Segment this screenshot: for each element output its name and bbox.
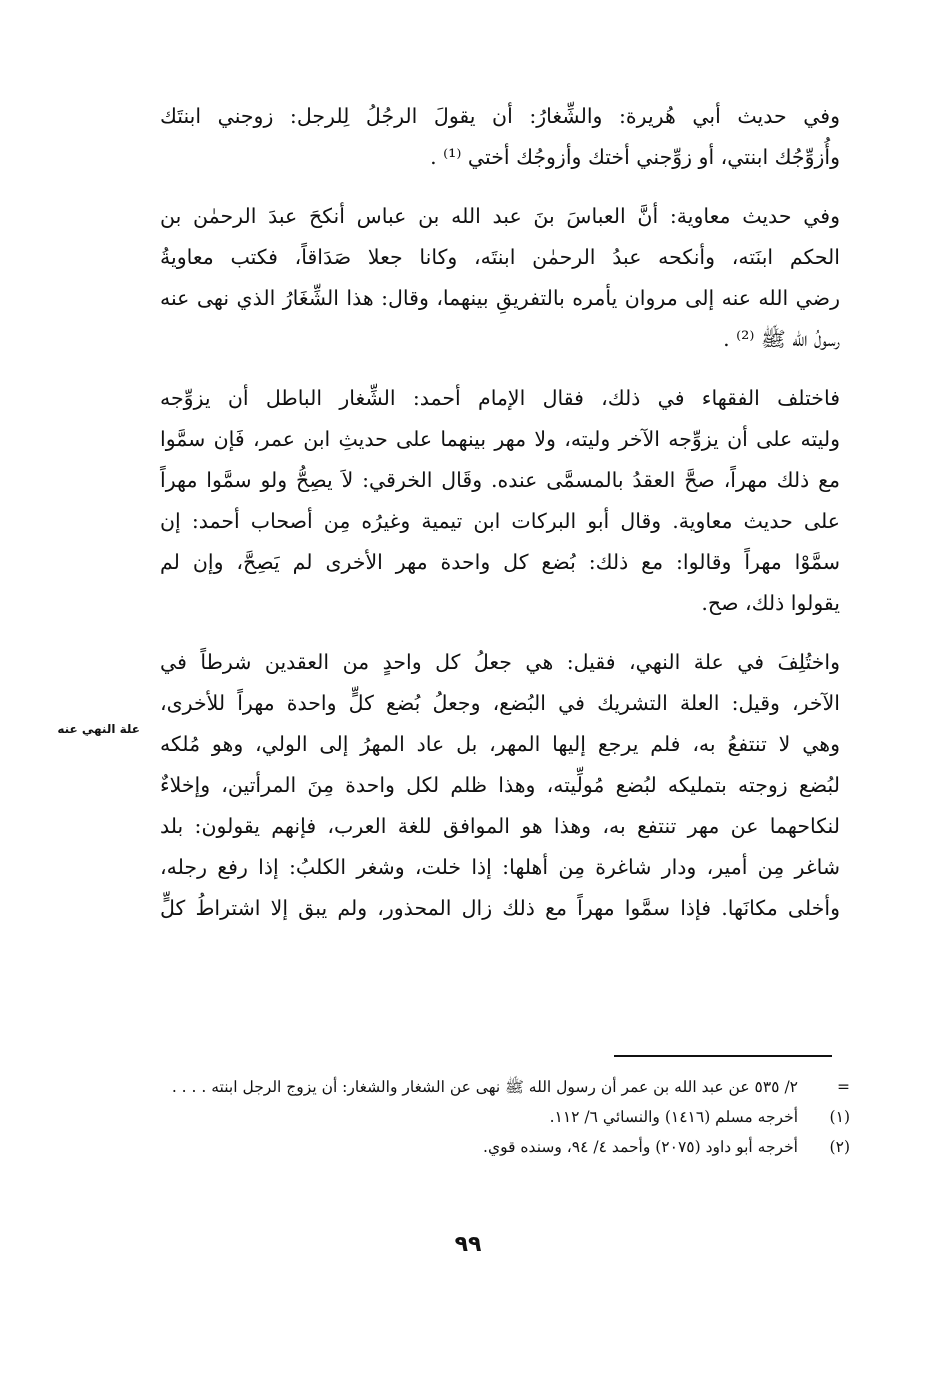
text-line: لبُضع زوجته بتمليكه لبُضع مُولِّيته، وهذا ظلم لكل واحدة مِنَ المرأتين، وإخلاءٌ (160, 773, 840, 797)
text-line: رضي الله عنه إلى مروان يأمره بالتفريقِ بينهما، وقال: هذا الشِّغَارُ الذي نهى عنه (160, 286, 840, 310)
margin-note: علة النهي عنه (57, 722, 140, 736)
text-line: وفي حديث أبي هُريرة: والشِّغارُ: أن يقولَ الرجُلُ لِلرجل: زوجني ابنتَك (160, 104, 840, 128)
text-line: وهي لا تنتفعُ به، فلم يرجع إليها المهر، بل عاد المهرُ إلى الولي، وهو مُلكه (160, 732, 840, 756)
paragraph (160, 642, 840, 929)
text-line: رسولُ الله ﷺ ⁽²⁾ . (723, 327, 840, 351)
paragraph (160, 196, 840, 360)
footnote-marker: (٢) (829, 1138, 850, 1156)
footnote-marker: (١) (829, 1108, 850, 1126)
text-line: مع ذلك مهراً، صحَّ العقدُ بالمسمَّى عنده. وقَال الخرقي: لاَ يصِحُّ ولو سمَّوا مهراً (160, 468, 840, 492)
footnote-text: أخرجه مسلم (١٤١٦) والنسائي ٦/ ١١٢. (549, 1108, 798, 1126)
footnote-divider (614, 1055, 832, 1057)
footnote (160, 1102, 850, 1132)
text-line: واختُلِفَ في علة النهي، فقيل: هي جعلُ كل واحدٍ من العقدين شرطاً في (160, 650, 840, 674)
footnote (160, 1072, 850, 1102)
footnote-text: ٢/ ٥٣٥ عن عبد الله بن عمر أن رسول الله ﷺ نهى عن الشغار والشغار: أن يزوج الرجل ابنته . . . . (171, 1078, 798, 1096)
text-line: وليته على أن يزوِّجه الآخر وليته، ولا مهر بينهما على حديثِ ابن عمر، فَإن سمَّوا (160, 427, 840, 451)
text-line: يقولوا ذلك، صح. (701, 591, 840, 615)
text-line: وفي حديث معاوية: أنَّ العباسَ بنَ عبد الله بن عباس أنكحَ عبدَ الرحمٰن بن (160, 204, 840, 228)
paragraph (160, 378, 840, 624)
footnote-text: أخرجه أبو داود (٢٠٧٥) وأحمد ٤/ ٩٤، وسنده قوي. (483, 1138, 798, 1156)
footnote (160, 1132, 850, 1162)
text-line: على حديث معاوية. وقال أبو البركات ابن تيمية وغيرُه مِن أصحاب أحمد: إن (160, 509, 840, 533)
footnote-marker: = (837, 1078, 850, 1096)
text-line: وأُزوِّجُك ابنتي، أو زوِّجني أختك وأزوجُك أختي ⁽¹⁾ . (430, 145, 840, 169)
text-line: الآخر، وقيل: العلة التشريك في البُضع، وجعلُ بُضع كلٍّ واحدة مهراً للأخرى، (160, 691, 840, 715)
text-line: سمَّوْا مهراً وقالوا: مع ذلك: بُضع كل واحدة مهر الأخرى لم يَصِحَّ، وإن لم (160, 550, 840, 574)
text-line: لنكاحهما عن مهر تنتفع به، وهذا هو الموافق للغة العرب، فإنهم يقولون: بلد (160, 814, 840, 838)
text-line: وأخلى مكانَها. فإذا سمَّوا مهراً مع ذلك زال المحذور، ولم يبق إلا اشتراطُ كلٍّ (160, 896, 840, 920)
footnotes (160, 1072, 850, 1162)
text-line: الحكم ابنَته، وأنكحه عبدُ الرحمٰن ابنتَه، وكانا جعلا صَدَاقاً، فكتب معاويةُ (160, 245, 840, 269)
page-number: ٩٩ (454, 1232, 482, 1257)
text-line: شاغر مِن أمير، ودار شاغرة مِن أهلها: إذا خلت، وشغر الكلبُ: إذا رفع رجله، (160, 855, 840, 879)
paragraph (160, 96, 840, 178)
text-line: فاختلف الفقهاء في ذلك، فقال الإمام أحمد: الشِّغار الباطل أن يزوِّجه (160, 386, 840, 410)
main-text (160, 96, 840, 947)
